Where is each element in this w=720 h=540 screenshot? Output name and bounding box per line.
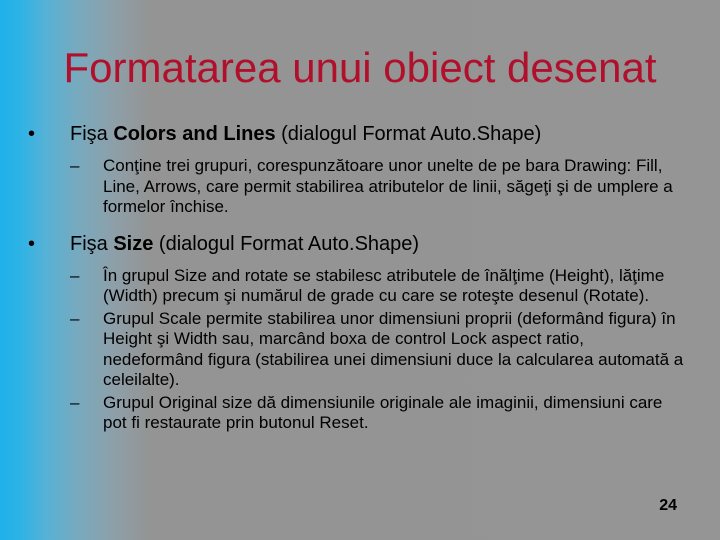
sub-bullet-text: Grupul Scale permite stabilirea unor dimensiuni proprii (deformând figura) în Height şi Width sau, marcând boxa de control Lock aspect ratio, nedeformând figura (stabilirea unei dimensiuni duce la calcularea automată a celeilalte). (103, 308, 684, 389)
slide-body (28, 122, 688, 448)
bullet-size (28, 232, 688, 256)
bullet-bold-term: Size (113, 232, 154, 255)
sub-bullet-text: În grupul Size and rotate se stabilesc atributele de înălţime (Height), lăţime (Width) precum şi numărul de grade cu care se roteşte desenul (Rotate). (103, 265, 665, 305)
page-number: 24 (659, 497, 677, 514)
sub-bullet-text: Grupul Original size dă dimensiunile originale ale imaginii, dimensiuni care pot fi restaurate prin butonul Reset. (103, 392, 663, 432)
sub-bullet-marker: – (70, 392, 80, 412)
bullet-suffix: (dialogul Format Auto.Shape) (153, 232, 420, 255)
sub-bullet-marker: – (70, 308, 80, 328)
bullet-bold-term: Colors and Lines (113, 123, 276, 145)
bullet-prefix: Fişa (70, 232, 114, 255)
bullet-suffix: (dialogul Format Auto.Shape) (275, 123, 542, 145)
sub-bullet-original-size (28, 393, 688, 434)
bullet-group-size (28, 232, 688, 434)
sub-bullet-marker: – (70, 156, 80, 175)
bullet-group-colors-lines (28, 122, 688, 218)
sub-bullet-contains-groups (28, 156, 688, 218)
sub-bullet-marker: – (70, 265, 80, 285)
sub-bullet-size-rotate (28, 266, 688, 307)
bullet-colors-lines (28, 122, 688, 146)
sub-bullet-text: Conţine trei grupuri, corespunzătoare unor unelte de pe bara Drawing: Fill, Line, Arrows, care permit stabilirea atributelor de linii, săgeţi şi de umplere a formelor închise. (103, 156, 673, 216)
bullet-marker: • (28, 123, 36, 145)
sub-bullet-scale (28, 309, 688, 391)
slide-title: Formatarea unui obiect desenat (63, 44, 657, 91)
bullet-marker: • (28, 232, 36, 255)
bullet-prefix: Fişa (70, 123, 114, 145)
